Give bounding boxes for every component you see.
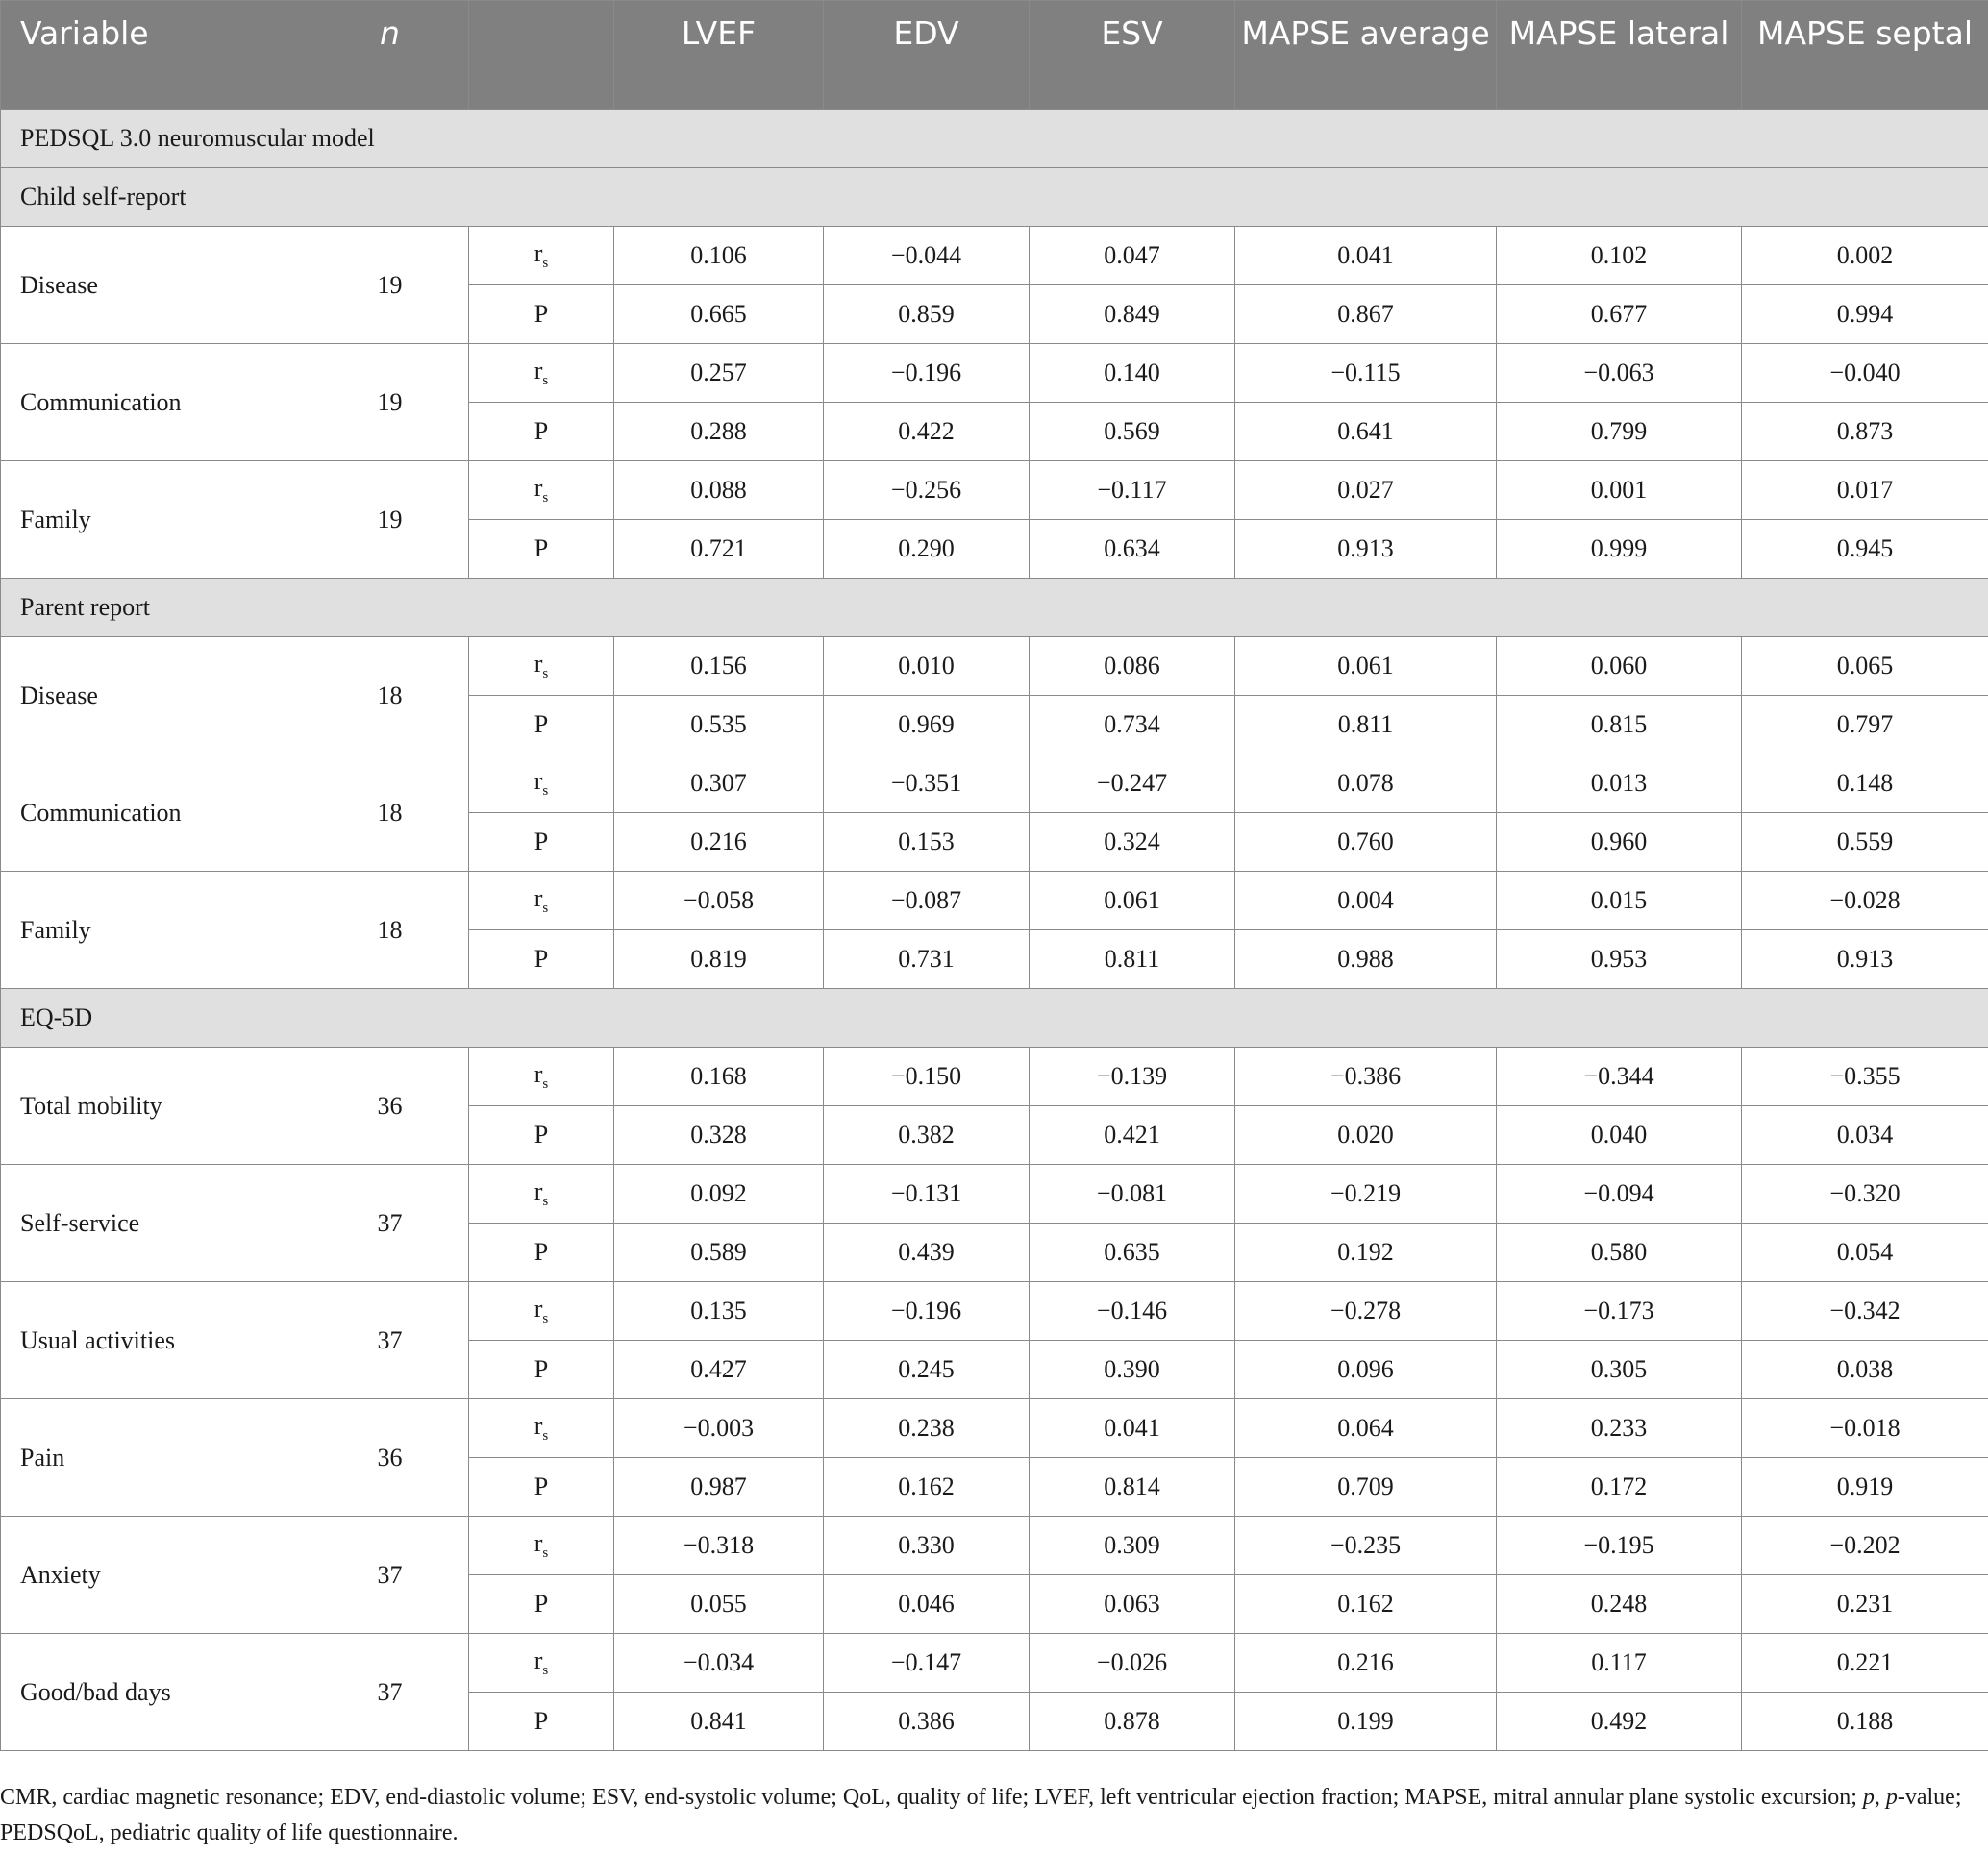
- p-value: 0.953: [1497, 930, 1742, 989]
- footnote-text-2: ,: [1874, 1785, 1886, 1810]
- table-row: [1, 754, 1988, 813]
- stat-label-r-text: r: [534, 1177, 543, 1205]
- stat-label-p: P: [469, 520, 614, 579]
- p-value: 0.811: [1030, 930, 1235, 989]
- r-value: −0.131: [824, 1165, 1030, 1224]
- stat-label-r-text: r: [534, 650, 543, 678]
- p-value: 0.873: [1742, 403, 1988, 461]
- p-value: 0.054: [1742, 1224, 1988, 1282]
- r-value: 0.221: [1742, 1634, 1988, 1693]
- stat-label-p: P: [469, 813, 614, 872]
- sample-size: 37: [311, 1165, 469, 1282]
- p-value: 0.055: [614, 1575, 824, 1634]
- r-value: −0.115: [1235, 344, 1497, 403]
- stat-label-r-text: r: [534, 1646, 543, 1674]
- p-value: 0.245: [824, 1341, 1030, 1399]
- p-value: 0.634: [1030, 520, 1235, 579]
- stat-label-p: P: [469, 1341, 614, 1399]
- sample-size: 37: [311, 1282, 469, 1399]
- r-value: 0.047: [1030, 227, 1235, 285]
- sample-size: 36: [311, 1399, 469, 1517]
- p-value: 0.919: [1742, 1458, 1988, 1517]
- stat-label-p: P: [469, 1575, 614, 1634]
- variable-name: Good/bad days: [1, 1634, 311, 1751]
- stat-label-r-subscript: s: [542, 1546, 549, 1561]
- header-row: [1, 1, 1988, 110]
- stat-label-r-text: r: [534, 1529, 543, 1557]
- sample-size: 36: [311, 1048, 469, 1165]
- footnote-p-italic-1: p: [1862, 1785, 1875, 1810]
- variable-name: Anxiety: [1, 1517, 311, 1634]
- r-value: 0.238: [824, 1399, 1030, 1458]
- p-value: 0.288: [614, 403, 824, 461]
- table-row: [1, 637, 1988, 696]
- stat-label-r-subscript: s: [542, 901, 549, 916]
- r-value: −0.256: [824, 461, 1030, 520]
- r-value: 0.102: [1497, 227, 1742, 285]
- p-value: 0.324: [1030, 813, 1235, 872]
- r-value: 0.117: [1497, 1634, 1742, 1693]
- r-value: 0.233: [1497, 1399, 1742, 1458]
- stat-label-r: [469, 754, 614, 813]
- p-value: 0.913: [1235, 520, 1497, 579]
- r-value: −0.026: [1030, 1634, 1235, 1693]
- r-value: 0.148: [1742, 754, 1988, 813]
- r-value: −0.018: [1742, 1399, 1988, 1458]
- r-value: −0.278: [1235, 1282, 1497, 1341]
- p-value: 0.390: [1030, 1341, 1235, 1399]
- r-value: 0.216: [1235, 1634, 1497, 1693]
- variable-name: Pain: [1, 1399, 311, 1517]
- stat-label-r-text: r: [534, 474, 543, 502]
- r-value: −0.087: [824, 872, 1030, 930]
- section-label: Parent report: [1, 579, 1988, 637]
- stat-label-r-text: r: [534, 1412, 543, 1440]
- table-row: [1, 227, 1988, 285]
- r-value: 0.156: [614, 637, 824, 696]
- p-value: 0.199: [1235, 1693, 1497, 1751]
- r-value: 0.015: [1497, 872, 1742, 930]
- r-value: 0.309: [1030, 1517, 1235, 1575]
- p-value: 0.849: [1030, 285, 1235, 344]
- r-value: 0.041: [1030, 1399, 1235, 1458]
- r-value: −0.247: [1030, 754, 1235, 813]
- variable-name: Disease: [1, 227, 311, 344]
- stat-label-r: [469, 1282, 614, 1341]
- stat-label-p: P: [469, 1106, 614, 1165]
- r-value: 0.088: [614, 461, 824, 520]
- p-value: 0.559: [1742, 813, 1988, 872]
- stat-label-r: [469, 872, 614, 930]
- p-value: 0.811: [1235, 696, 1497, 754]
- table-body: [1, 110, 1988, 1751]
- p-value: 0.328: [614, 1106, 824, 1165]
- p-value: 0.709: [1235, 1458, 1497, 1517]
- r-value: 0.106: [614, 227, 824, 285]
- r-value: −0.003: [614, 1399, 824, 1458]
- header-mapse-septal: MAPSE septal: [1742, 1, 1988, 110]
- p-value: 0.859: [824, 285, 1030, 344]
- r-value: −0.034: [614, 1634, 824, 1693]
- p-value: 0.248: [1497, 1575, 1742, 1634]
- p-value: 0.815: [1497, 696, 1742, 754]
- p-value: 0.535: [614, 696, 824, 754]
- r-value: −0.058: [614, 872, 824, 930]
- sample-size: 18: [311, 872, 469, 989]
- stat-label-p: P: [469, 285, 614, 344]
- r-value: 0.092: [614, 1165, 824, 1224]
- p-value: 0.492: [1497, 1693, 1742, 1751]
- r-value: −0.147: [824, 1634, 1030, 1693]
- table-row: [1, 1282, 1988, 1341]
- section-label: EQ-5D: [1, 989, 1988, 1048]
- r-value: 0.060: [1497, 637, 1742, 696]
- variable-name: Total mobility: [1, 1048, 311, 1165]
- variable-name: Family: [1, 872, 311, 989]
- r-value: −0.028: [1742, 872, 1988, 930]
- r-value: −0.355: [1742, 1048, 1988, 1106]
- r-value: −0.094: [1497, 1165, 1742, 1224]
- variable-name: Usual activities: [1, 1282, 311, 1399]
- r-value: 0.027: [1235, 461, 1497, 520]
- p-value: 0.063: [1030, 1575, 1235, 1634]
- r-value: −0.344: [1497, 1048, 1742, 1106]
- p-value: 0.172: [1497, 1458, 1742, 1517]
- p-value: 0.040: [1497, 1106, 1742, 1165]
- stat-label-p: P: [469, 1224, 614, 1282]
- p-value: 0.231: [1742, 1575, 1988, 1634]
- p-value: 0.797: [1742, 696, 1988, 754]
- p-value: 0.439: [824, 1224, 1030, 1282]
- section-row: [1, 579, 1988, 637]
- p-value: 0.162: [824, 1458, 1030, 1517]
- table-row: [1, 1517, 1988, 1575]
- p-value: 0.096: [1235, 1341, 1497, 1399]
- p-value: 0.589: [614, 1224, 824, 1282]
- r-value: −0.044: [824, 227, 1030, 285]
- r-value: −0.081: [1030, 1165, 1235, 1224]
- p-value: 0.020: [1235, 1106, 1497, 1165]
- stat-label-r-text: r: [534, 239, 543, 267]
- header-mapse-average: MAPSE average: [1235, 1, 1497, 110]
- stat-label-r-subscript: s: [542, 1663, 549, 1678]
- stat-label-r-subscript: s: [542, 1428, 549, 1444]
- p-value: 0.878: [1030, 1693, 1235, 1751]
- p-value: 0.305: [1497, 1341, 1742, 1399]
- header-stat: [469, 1, 614, 110]
- stat-label-r: [469, 1634, 614, 1693]
- stat-label-p: P: [469, 930, 614, 989]
- p-value: 0.969: [824, 696, 1030, 754]
- p-value: 0.427: [614, 1341, 824, 1399]
- sample-size: 18: [311, 754, 469, 872]
- r-value: −0.196: [824, 344, 1030, 403]
- stat-label-p: P: [469, 696, 614, 754]
- r-value: −0.219: [1235, 1165, 1497, 1224]
- header-variable: Variable: [1, 1, 311, 110]
- stat-label-r: [469, 1399, 614, 1458]
- p-value: 0.731: [824, 930, 1030, 989]
- p-value: 0.760: [1235, 813, 1497, 872]
- sample-size: 19: [311, 227, 469, 344]
- p-value: 0.677: [1497, 285, 1742, 344]
- table-row: [1, 1399, 1988, 1458]
- p-value: 0.421: [1030, 1106, 1235, 1165]
- r-value: 0.065: [1742, 637, 1988, 696]
- r-value: 0.004: [1235, 872, 1497, 930]
- r-value: −0.202: [1742, 1517, 1988, 1575]
- stat-label-p: P: [469, 1458, 614, 1517]
- p-value: 0.841: [614, 1693, 824, 1751]
- table-row: [1, 1165, 1988, 1224]
- p-value: 0.038: [1742, 1341, 1988, 1399]
- footnote-text-1: CMR, cardiac magnetic resonance; EDV, end-diastolic volume; ESV, end-systolic volume; QoL, quality of life; LVEF, left ventricular ejection fraction; MAPSE, mitral annular plane systolic excursion;: [0, 1785, 1863, 1810]
- r-value: 0.140: [1030, 344, 1235, 403]
- stat-label-r-subscript: s: [542, 666, 549, 681]
- p-value: 0.153: [824, 813, 1030, 872]
- p-value: 0.580: [1497, 1224, 1742, 1282]
- variable-name: Communication: [1, 754, 311, 872]
- variable-name: Self-service: [1, 1165, 311, 1282]
- sample-size: 18: [311, 637, 469, 754]
- p-value: 0.641: [1235, 403, 1497, 461]
- r-value: −0.173: [1497, 1282, 1742, 1341]
- table-row: [1, 344, 1988, 403]
- r-value: 0.257: [614, 344, 824, 403]
- section-label: PEDSQL 3.0 neuromuscular model: [1, 110, 1988, 168]
- stat-label-r-text: r: [534, 357, 543, 384]
- p-value: 0.665: [614, 285, 824, 344]
- stat-label-r-text: r: [534, 884, 543, 912]
- stat-label-r-subscript: s: [542, 1076, 549, 1092]
- stat-label-r: [469, 637, 614, 696]
- r-value: −0.318: [614, 1517, 824, 1575]
- p-value: 0.994: [1742, 285, 1988, 344]
- r-value: 0.064: [1235, 1399, 1497, 1458]
- r-value: 0.061: [1235, 637, 1497, 696]
- table-row: [1, 1048, 1988, 1106]
- r-value: 0.001: [1497, 461, 1742, 520]
- r-value: −0.386: [1235, 1048, 1497, 1106]
- r-value: −0.342: [1742, 1282, 1988, 1341]
- r-value: −0.063: [1497, 344, 1742, 403]
- p-value: 0.960: [1497, 813, 1742, 872]
- section-row: [1, 110, 1988, 168]
- p-value: 0.999: [1497, 520, 1742, 579]
- variable-name: Family: [1, 461, 311, 579]
- r-value: −0.150: [824, 1048, 1030, 1106]
- table-row: [1, 461, 1988, 520]
- r-value: 0.041: [1235, 227, 1497, 285]
- r-value: 0.168: [614, 1048, 824, 1106]
- r-value: 0.061: [1030, 872, 1235, 930]
- header-edv: EDV: [824, 1, 1030, 110]
- stat-label-p: P: [469, 1693, 614, 1751]
- stat-label-r-subscript: s: [542, 490, 549, 506]
- p-value: 0.814: [1030, 1458, 1235, 1517]
- p-value: 0.734: [1030, 696, 1235, 754]
- stat-label-p: P: [469, 403, 614, 461]
- variable-name: Disease: [1, 637, 311, 754]
- stat-label-r-subscript: s: [542, 373, 549, 388]
- r-value: 0.002: [1742, 227, 1988, 285]
- p-value: 0.569: [1030, 403, 1235, 461]
- r-value: −0.146: [1030, 1282, 1235, 1341]
- header-mapse-lateral: MAPSE lateral: [1497, 1, 1742, 110]
- sample-size: 37: [311, 1634, 469, 1751]
- table-row: [1, 872, 1988, 930]
- p-value: 0.034: [1742, 1106, 1988, 1165]
- r-value: 0.307: [614, 754, 824, 813]
- r-value: 0.013: [1497, 754, 1742, 813]
- stat-label-r: [469, 1165, 614, 1224]
- stat-label-r: [469, 1517, 614, 1575]
- stat-label-r-text: r: [534, 767, 543, 795]
- variable-name: Communication: [1, 344, 311, 461]
- p-value: 0.799: [1497, 403, 1742, 461]
- stat-label-r-text: r: [534, 1295, 543, 1323]
- stat-label-r-subscript: s: [542, 1311, 549, 1326]
- p-value: 0.386: [824, 1693, 1030, 1751]
- stat-label-r: [469, 344, 614, 403]
- p-value: 0.988: [1235, 930, 1497, 989]
- r-value: 0.010: [824, 637, 1030, 696]
- r-value: 0.086: [1030, 637, 1235, 696]
- p-value: 0.290: [824, 520, 1030, 579]
- p-value: 0.188: [1742, 1693, 1988, 1751]
- sample-size: 37: [311, 1517, 469, 1634]
- p-value: 0.046: [824, 1575, 1030, 1634]
- r-value: 0.330: [824, 1517, 1030, 1575]
- stat-label-r: [469, 1048, 614, 1106]
- r-value: −0.196: [824, 1282, 1030, 1341]
- r-value: 0.017: [1742, 461, 1988, 520]
- table-row: [1, 1634, 1988, 1693]
- section-row: [1, 168, 1988, 227]
- r-value: −0.195: [1497, 1517, 1742, 1575]
- header-esv: ESV: [1030, 1, 1235, 110]
- stat-label-r-subscript: s: [542, 1194, 549, 1209]
- stat-label-r: [469, 227, 614, 285]
- p-value: 0.913: [1742, 930, 1988, 989]
- header-n: n: [311, 1, 469, 110]
- table-footnote: [0, 1780, 1971, 1851]
- p-value: 0.987: [614, 1458, 824, 1517]
- p-value: 0.819: [614, 930, 824, 989]
- r-value: −0.235: [1235, 1517, 1497, 1575]
- p-value: 0.945: [1742, 520, 1988, 579]
- p-value: 0.162: [1235, 1575, 1497, 1634]
- p-value: 0.382: [824, 1106, 1030, 1165]
- footnote-text-3: -value; PEDSQoL, pediatric quality of life questionnaire.: [0, 1785, 1962, 1845]
- section-label: Child self-report: [1, 168, 1988, 227]
- p-value: 0.635: [1030, 1224, 1235, 1282]
- r-value: −0.040: [1742, 344, 1988, 403]
- r-value: −0.320: [1742, 1165, 1988, 1224]
- r-value: 0.078: [1235, 754, 1497, 813]
- footnote-p-italic-2: p: [1885, 1785, 1898, 1810]
- stat-label-r-subscript: s: [542, 783, 549, 799]
- section-row: [1, 989, 1988, 1048]
- r-value: −0.117: [1030, 461, 1235, 520]
- p-value: 0.721: [614, 520, 824, 579]
- sample-size: 19: [311, 344, 469, 461]
- p-value: 0.867: [1235, 285, 1497, 344]
- stat-label-r-subscript: s: [542, 256, 549, 271]
- sample-size: 19: [311, 461, 469, 579]
- r-value: 0.135: [614, 1282, 824, 1341]
- r-value: −0.139: [1030, 1048, 1235, 1106]
- header-lvef: LVEF: [614, 1, 824, 110]
- p-value: 0.422: [824, 403, 1030, 461]
- p-value: 0.216: [614, 813, 824, 872]
- p-value: 0.192: [1235, 1224, 1497, 1282]
- r-value: −0.351: [824, 754, 1030, 813]
- stat-label-r: [469, 461, 614, 520]
- stat-label-r-text: r: [534, 1060, 543, 1088]
